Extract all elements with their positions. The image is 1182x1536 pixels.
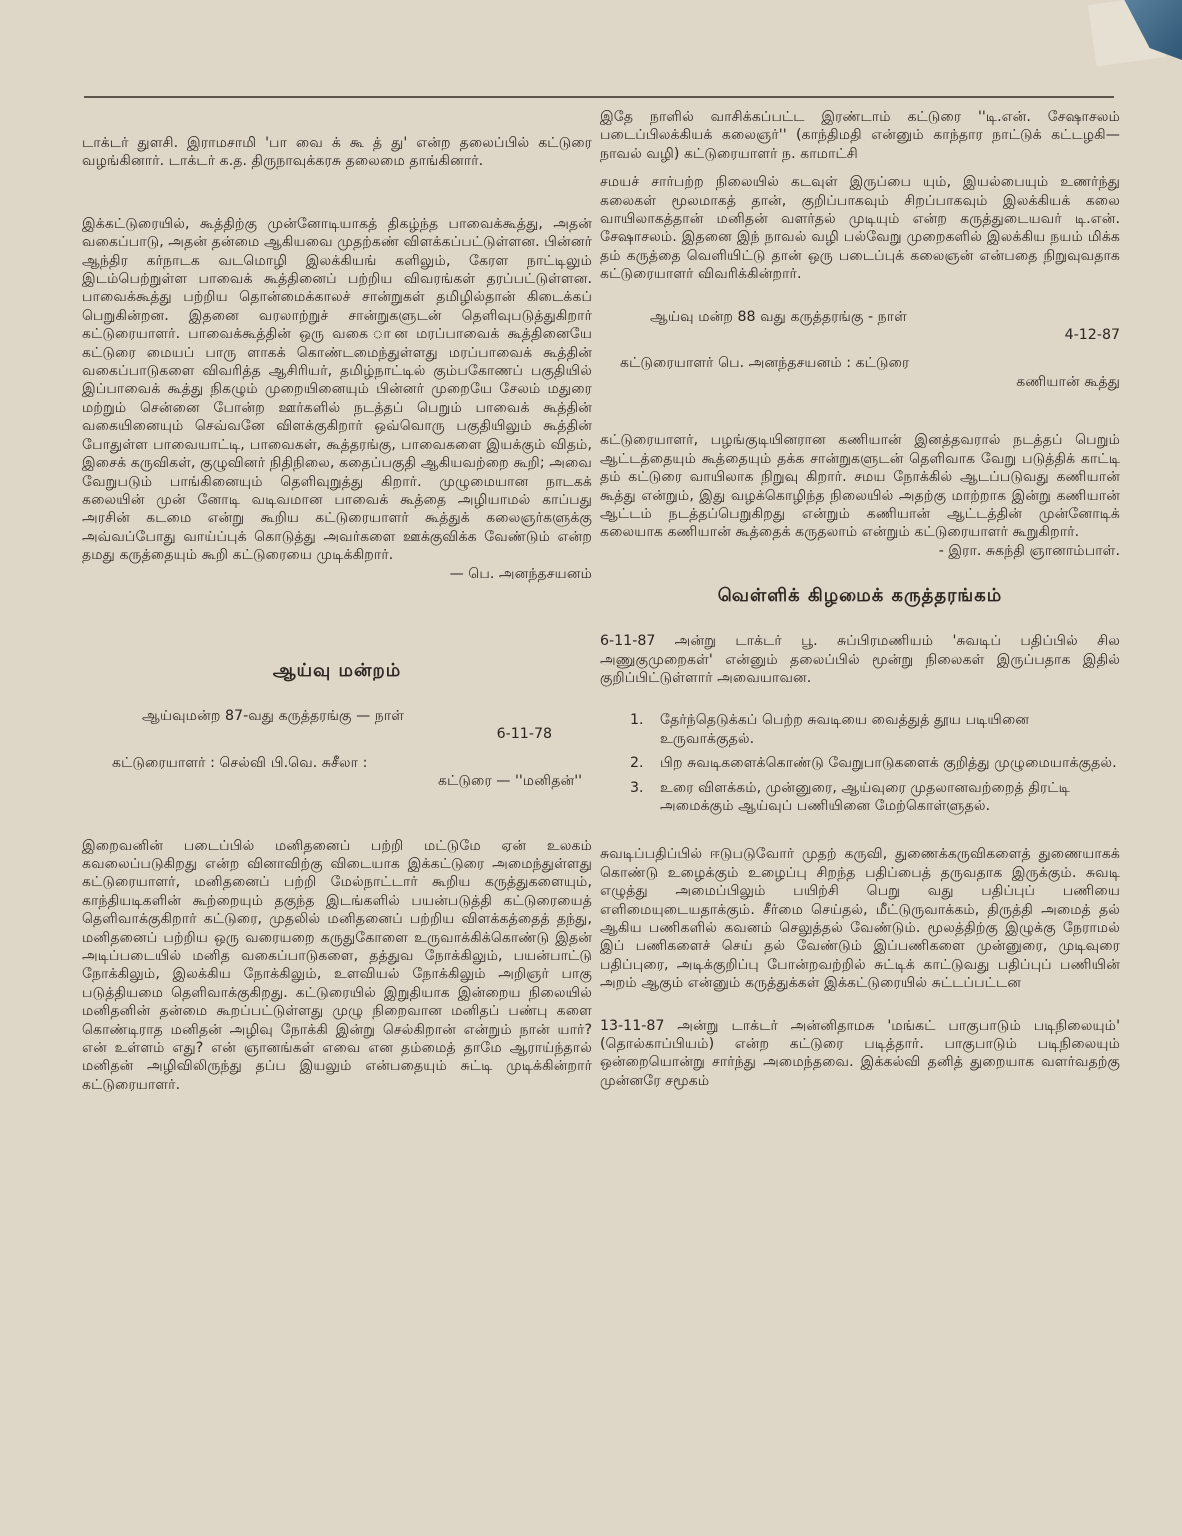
left-column — [82, 108, 592, 1094]
right-intro-paragraph: இதே நாளில் வாசிக்கப்பட்ட இரண்டாம் கட்டுரை ''டி.என். சேஷாசலம் படைப்பிலக்கியக் கலைஞர்'' (காந்திமதி என்னும் காந்தார நாட்டுக் கட்டழகி— நாவல் வழி) கட்டுரையாளர் ந. காமாட்சி — [600, 109, 1120, 162]
right-article-paragraph-1: சமயச் சார்பற்ற நிலையில் கடவுள் இருப்பை யும், இயல்பையும் உணர்ந்து கலைகள் மூலமாகத் தான், குறிப்பாகவும் சிறப்பாகவும் இலக்கியக் கலை வாயிலாகத்தான் மனிதன் வளர்தல் முடியும் என்ற கருத்துடையவர் டி.என். சேஷாசலம். இதனை இந் நாவல் வழி பல்வேறு முறைகளில் இலக்கிய நயம் மிக்க தம் கருத்தை வெளியிட்டு தான் ஒரு படைப்புக் கலைஞன் என்பதை நிறுவுவதாக கட்டுரையாளர் விவரிக்கின்றார். — [600, 174, 1120, 283]
right-article-paragraph-5: 13-11-87 அன்று டாக்டர் அன்னிதாமசு 'மங்கட் பாகுபாடும் படிநிலையும்' (தொல்காப்பியம்) என்ற கட்டுரை படித்தார். பாகுபாடும் படிநிலையும் ஒன்றையொன்று சார்ந்து அமைந்தவை. இக்கல்வி தனித் துறையாக வளர்வதற்கு முன்னரே சமூகம் — [600, 1017, 1120, 1089]
left-article-paragraph-1: இக்கட்டுரையில், கூத்திற்கு முன்னோடியாகத் திகழ்ந்த பாவைக்கூத்து, அதன் வகைப்பாடு, அதன் தன்மை ஆகியவை முதற்கண் விளக்கப்பட்டுள்ளன. பின்னர் ஆந்திர கர்நாடக வடமொழி இலக்கியங் களிலும், கேரள நாட்டிலும் இடம்பெற்றுள்ள பாவைக் கூத்தினைப் பற்றிய விவரங்கள் தரப்பட்டுள்ளன. பாவைக்கூத்து பற்றிய தொன்மைக்காலச் சான்றுகள் தமிழில்தான் கிடைக்கப் பெறுகின்றன. இதனை வரலாற்றுச் சான்றுகளுடன் தெளிவுபடுத்துகிறார் கட்டுரையாளர். பாவைக்கூத்தின் ஒரு வகை ான மரப்பாவைக் கூத்தினையே கட்டுரை மையப் பாரு ளாகக் கொண்டமைந்துள்ளது மரப்பாவைக் கூத்தின் வகைப்பாடுகளை விவரித்த ஆசிரியர், தமிழ்நாட்டில் கும்பகோணப் பகுதியில் இப்பாவைக் கூத்து நிகழும் முறையினையும் பின்னர் முறையே சேலம் மதுரை மற்றும் சென்னை போன்ற ஊர்களில் நடத்தப் பெறும் பாவைக் கூத்தின் வகையினையும் செவ்வனே விளக்குகிறார் ஒவ்வொரு பகுதியிலும் கூத்தின் போதுள்ள பாவையாட்டி, பாவைகள், கூத்தரங்கு, பாவைகளை இயக்கும் விதம், இசைக் கருவிகள், குழுவினர் நிதிநிலை, கதைப்பகுதி ஆகியவற்றை கூறி; அவை வேறுபடும் பாங்கினையும் தெளிவுறுத்து கிறார். முழுமையான நாடகக் கலையின் முன் னோடி வடிவமான பாவைக் கூத்தை அழியாமல் காப்பது அரசின் கடமை என்று கூறிய கட்டுரையாளர் கூத்துக் கலைஞர்களுக்கு அவ்வப்போது வாய்ப்புக் கொடுத்து அவர்களை ஊக்குவிக்க வேண்டும் என்ற தமது கருத்தையும் கூறி கட்டுரையை முடிக்கிறார். — [82, 215, 592, 564]
right-meta-2 — [600, 354, 1120, 391]
right-article-paragraph-4: சுவடிப்பதிப்பில் ஈடுபடுவோர் முதற் கருவி, துணைக்கருவிகளைத் துணையாகக் கொண்டு உழைக்கும் உழைப்பு சிறந்த பதிப்பைத் தருவதாக இருக்கும். சுவடி எழுத்து அமைப்பிலும் பயிற்சி பெறு வது பதிப்புப் பணியை எளிமையுடையதாக்கும். சீர்மை செய்தல், மீட்டுருவாக்கம், திருத்தி அமைத் தல் ஆகிய பணிகளில் கவனம் செலுத்தல் வேண்டும். மூலத்திற்கு இழுக்கு நேராமல் இப் பணிகளைச் செய் தல் வேண்டும் இப்பணிகளை முன்னுரை, முடிவுரை பதிப்புரை, அடிக்குறிப்பு போன்றவற்றில் சுட்டிக் காட்டுவது பதிப்புப் பணியின் அறம் ஆகும் என்னும் கருத்துக்கள் இக்கட்டுரையில் சுட்டப்பட்டன — [600, 846, 1120, 992]
left-meta-2-author: கட்டுரையாளர் : செல்வி பி.வெ. சுசீலா : — [112, 754, 368, 771]
right-meta-2-title: கணியான் கூத்து — [1016, 373, 1120, 390]
left-meta-2-title: கட்டுரை — ''மனிதன்'' — [438, 773, 582, 790]
section-heading-aaivu-mandram: ஆய்வு மன்றம் — [272, 659, 402, 681]
approaches-list — [600, 711, 1120, 815]
right-meta-1-date: 4-12-87 — [1064, 327, 1120, 344]
right-column — [600, 108, 1120, 1090]
list-item: 1. தேர்ந்தெடுக்கப் பெற்ற சுவடியை வைத்துத் தூய படியினை உருவாக்குதல். — [648, 711, 1120, 748]
right-meta-1-title: ஆய்வு மன்ற 88 வது கருத்தரங்கு - நாள் — [650, 308, 907, 325]
right-meta-2-author: கட்டுரையாளர் பெ. அனந்தசயனம் : கட்டுரை — [620, 355, 910, 372]
right-meta-1 — [600, 308, 1120, 345]
left-intro-paragraph: டாக்டர் துளசி. இராமசாமி 'பா வை க் கூ த் து' என்ற தலைப்பில் கட்டுரை வழங்கினார். டாக்டர் க.த. திருநாவுக்கரசு தலைமை தாங்கினார். — [82, 135, 592, 170]
list-item: 3. உரை விளக்கம், முன்னுரை, ஆய்வுரை முதலானவற்றைத் திரட்டி அமைக்கும் ஆய்வுப் பணியினை மேற்கொள்ளுதல். — [648, 779, 1120, 816]
section-heading-friday-seminar: வெள்ளிக் கிழமைக் கருத்தரங்கம் — [717, 585, 1003, 607]
right-article-paragraph-2: கட்டுரையாளர், பழங்குடியினரான கணியான் இனத்தவரால் நடத்தப் பெறும் ஆட்டத்தையும் கூத்தையும் தக்க சான்றுகளுடன் தெளிவாக வேறு படுத்திக் காட்டி தம் கட்டுரை வாயிலாக நிறுவு கிறார். சமய நோக்கில் ஆடப்படுவது கணியான் கூத்து என்றும், இது வழக்கொழிந்த நிலையில் அதற்கு மாற்றாக இன்று கணியான் ஆட்டம் நடத்தப்பெறுகிறது என்றும் கணியான் ஆட்டத்தின் முன்னோடிக் கலையாக கணியான் கூத்தைக் கருதலாம் என்றும் கட்டுரையாளர் கூறுகிறார். — [600, 432, 1120, 541]
left-meta-1-title: ஆய்வுமன்ற 87-வது கருத்தரங்கு — நாள் — [142, 707, 405, 724]
right-article-paragraph-3: 6-11-87 அன்று டாக்டர் பூ. சுப்பிரமணியம் 'சுவடிப் பதிப்பில் சில அணுகுமுறைகள்' என்னும் தலைப்பில் மூன்று நிலைகள் இருப்பதாக இதில் குறிப்பிட்டுள்ளார் அவையாவன. — [600, 633, 1120, 686]
left-article-paragraph-2: இறைவனின் படைப்பில் மனிதனைப் பற்றி மட்டுமே ஏன் உலகம் கவலைப்படுகிறது என்ற வினாவிற்கு விடையாக இக்கட்டுரை அமைந்துள்ளது கட்டுரையாளர், மனிதனைப் பற்றி மேல்நாட்டார் கூறிய கருத்துகளையும், காந்தியடிகளின் கூற்றையும் தகுந்த இடங்களில் பயன்படுத்தி கட்டுரையைத் தெளிவாக்குகிறார் கட்டுரை, முதலில் மனிதனைப் பற்றிய விளக்கத்தைத் தந்து, மனிதனைப் பற்றிய ஒரு வரையறை கருதுகோளை உருவாக்கிக்கொண்டு இதன் அடிப்படையில் மனித வகைப்பாடுகளை, தத்துவ நோக்கிலும், பயன்பாட்டு நோக்கிலும், இலக்கிய நோக்கிலும், உளவியல் நோக்கிலும் அறிஞர் பாகு படுத்தியமை தெளிவாக்குகிறது. கட்டுரையில் இறுதியாக இன்றைய நிலையில் மனிதனின் தன்மை கூறப்பட்டுள்ளது முழு நிறைவான மனிதப் பண்பு களை கொண்டிராத மனிதன் அழிவு நோக்கி இன்று செல்கிறான் என்றும் நான் யார்? என் உள்ளம் எது? என் ஞானங்கள் எவை என தம்மைத் தாமே ஆராய்ந்தால் மனிதன் அழிவிலிருந்து தப்ப இயலும் என்பதையும் சுட்டி முடிக்கின்றார் கட்டுரையாளர். — [82, 837, 592, 1093]
top-rule — [84, 96, 1114, 98]
left-meta-1-date: 6-11-78 — [496, 726, 552, 743]
right-signature-1: - இரா. சுகந்தி ஞானாம்பாள். — [938, 542, 1120, 559]
left-meta-2 — [82, 754, 592, 791]
list-item: 2. பிற சுவடிகளைக்கொண்டு வேறுபாடுகளைக் குறித்து முழுமையாக்குதல். — [648, 754, 1120, 772]
left-signature-1: — பெ. அனந்தசயனம் — [449, 565, 592, 582]
left-meta-1 — [82, 707, 592, 744]
